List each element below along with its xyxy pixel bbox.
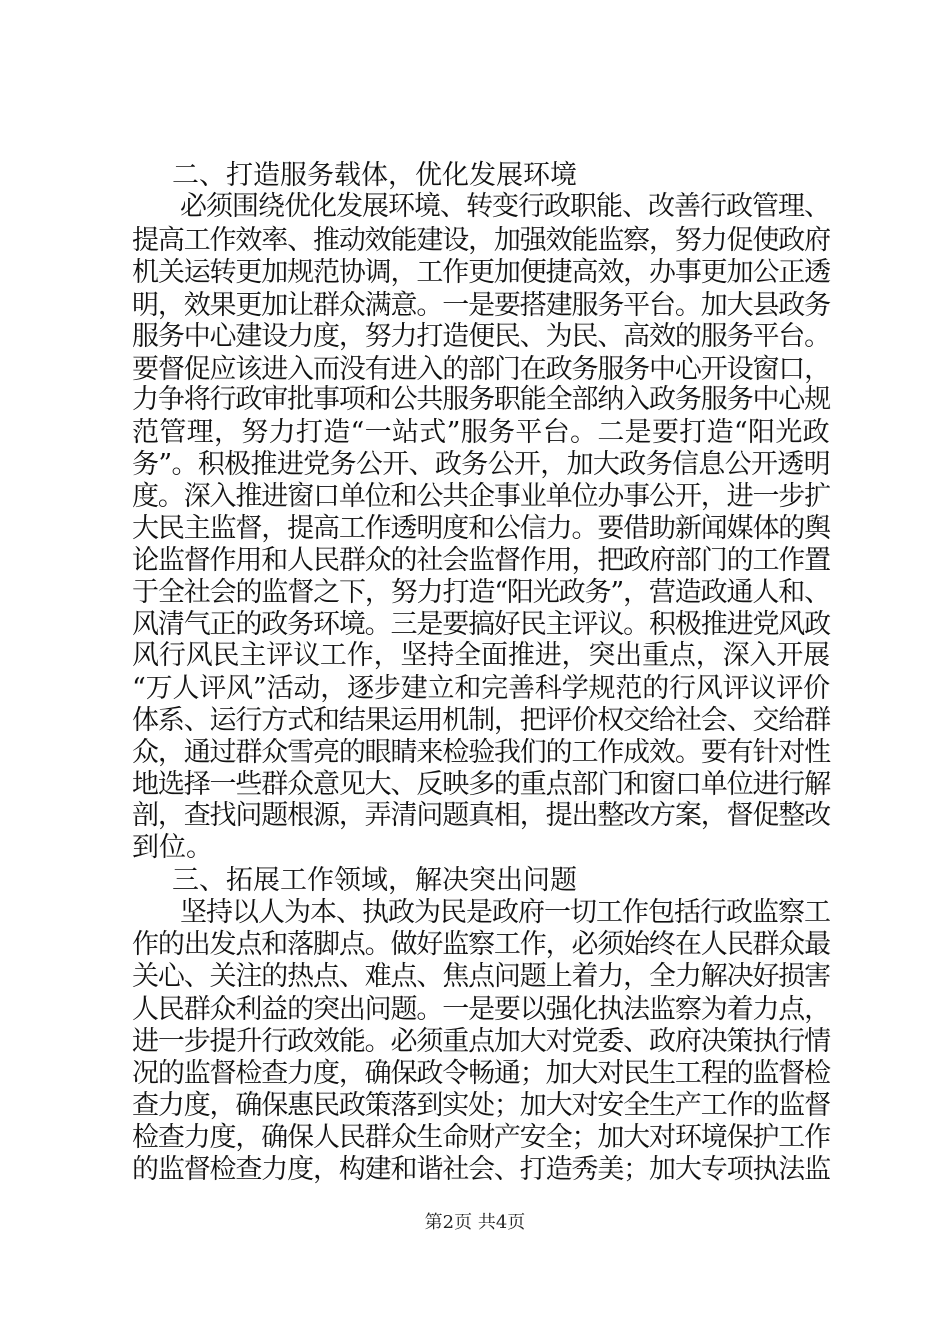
body-line: 到位。	[132, 831, 213, 863]
body-line: 务”。积极推进党务公开、政务公开，加大政务信息公开透明	[132, 449, 830, 481]
body-line: 坚持以人为本、执政为民是政府一切工作包括行政监察工	[180, 897, 830, 929]
body-line: 提高工作效率、推动效能建设，加强效能监察，努力促使政府	[132, 225, 830, 257]
body-line: 关心、关注的热点、难点、焦点问题上着力，全力解决好损害	[132, 961, 830, 992]
body-line: 明，效果更加让群众满意。一是要搭建服务平台。加大县政务	[132, 290, 830, 321]
body-line: 检查力度，确保人民群众生命财产安全；加大对环境保护工作	[132, 1121, 830, 1153]
body-line: 风清气正的政务环境。三是要搞好民主评议。积极推进党风政	[132, 608, 830, 640]
body-line: 力争将行政审批事项和公共服务职能全部纳入政务服务中心规	[132, 384, 830, 416]
body-line: 要督促应该进入而没有进入的部门在政务服务中心开设窗口，	[132, 353, 830, 385]
body-line: 查力度，确保惠民政策落到实处；加大对安全生产工作的监督	[132, 1090, 830, 1122]
body-line: 范管理，努力打造“一站式”服务平台。二是要打造“阳光政	[132, 416, 830, 448]
body-line: 三、拓展工作领域，解决突出问题	[172, 864, 577, 896]
body-line: 剖，查找问题根源，弄清问题真相，提出整改方案，督促整改	[132, 799, 830, 831]
body-line: “万人评风”活动，逐步建立和完善科学规范的行风评议评价	[132, 672, 830, 704]
body-line: 大民主监督，提高工作透明度和公信力。要借助新闻媒体的舆	[132, 512, 830, 544]
body-line: 机关运转更加规范协调，工作更加便捷高效，办事更加公正透	[132, 256, 830, 288]
body-line: 论监督作用和人民群众的社会监督作用，把政府部门的工作置	[132, 545, 830, 577]
body-line: 于全社会的监督之下，努力打造“阳光政务”，营造政通人和、	[132, 576, 830, 608]
body-line: 人民群众利益的突出问题。一是要以强化执法监察为着力点，	[132, 994, 830, 1026]
body-line: 二、打造服务载体，优化发展环境	[172, 160, 577, 191]
body-line: 的监督检查力度，构建和谐社会、打造秀美；加大专项执法监	[132, 1154, 830, 1185]
body-line: 作的出发点和落脚点。做好监察工作，必须始终在人民群众最	[132, 928, 830, 960]
body-line: 体系、运行方式和结果运用机制，把评价权交给社会、交给群	[132, 705, 830, 737]
body-line: 众，通过群众雪亮的眼睛来检验我们的工作成效。要有针对性	[132, 736, 830, 768]
body-line: 地选择一些群众意见大、反映多的重点部门和窗口单位进行解	[132, 768, 830, 800]
body-line: 况的监督检查力度，确保政令畅通；加大对民生工程的监督检	[132, 1057, 830, 1089]
body-line: 进一步提升行政效能。必须重点加大对党委、政府决策执行情	[132, 1026, 830, 1058]
body-line: 度。深入推进窗口单位和公共企事业单位办事公开，进一步扩	[132, 481, 830, 513]
page-footer: 第2页 共4页	[424, 1212, 526, 1233]
body-line: 服务中心建设力度，努力打造便民、为民、高效的服务平台。	[132, 321, 830, 353]
body-line: 风行风民主评议工作，坚持全面推进，突出重点，深入开展	[132, 640, 830, 672]
body-line: 必须围绕优化发展环境、转变行政职能、改善行政管理、	[180, 191, 830, 223]
